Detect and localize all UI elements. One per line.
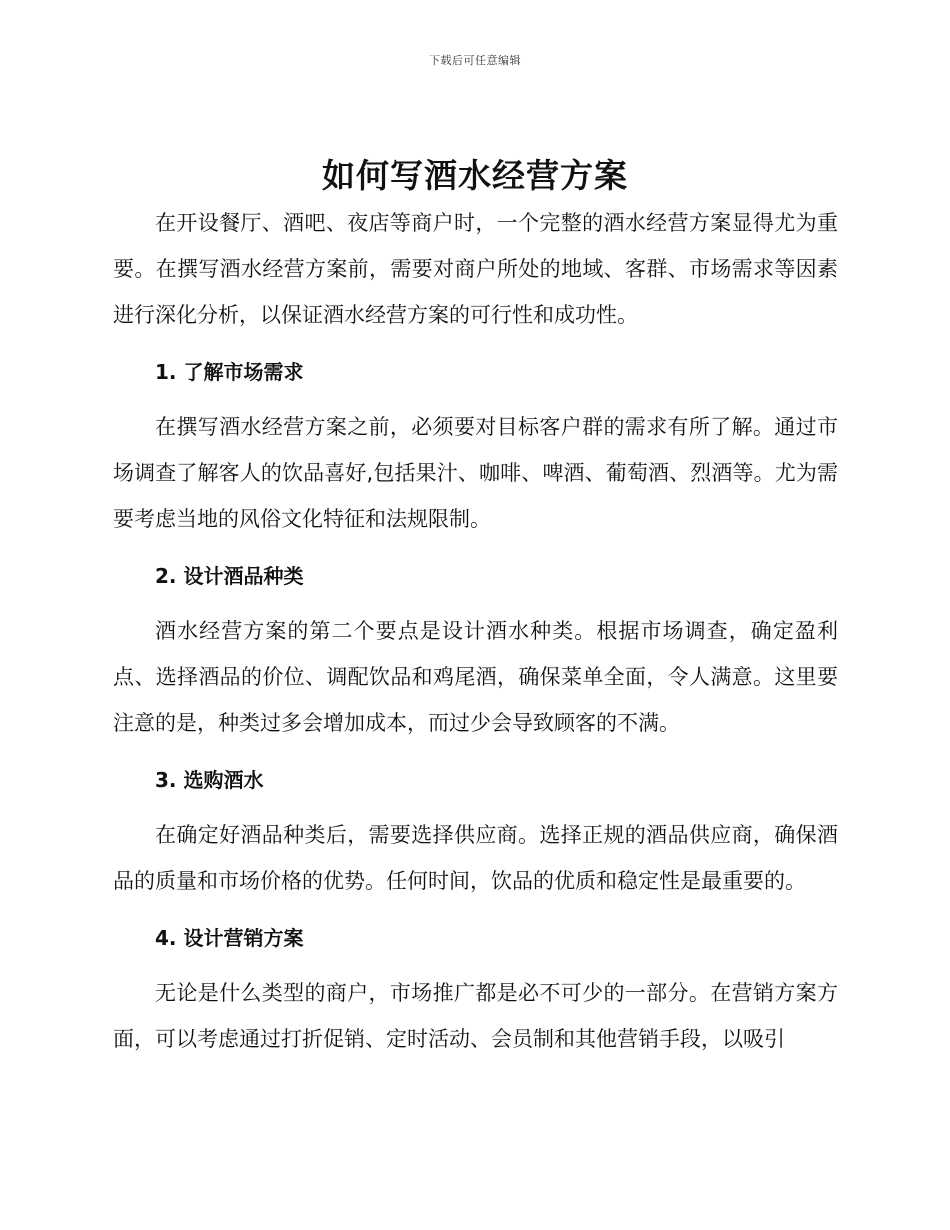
section-heading-4: 4. 设计营销方案 (155, 926, 304, 950)
intro-paragraph: 在开设餐厅、酒吧、夜店等商户时，一个完整的酒水经营方案显得尤为重要。在撰写酒水经营方案前，需要对商户所处的地域、客群、市场需求等因素进行深化分析，以保证酒水经营方案的可行性和成功性。 (113, 211, 838, 327)
section-paragraph-3: 在确定好酒品种类后，需要选择供应商。选择正规的酒品供应商，确保酒品的质量和市场价格的优势。任何时间，饮品的优质和稳定性是最重要的。 (113, 823, 838, 893)
section-paragraph-2: 酒水经营方案的第二个要点是设计酒水种类。根据市场调查，确定盈利点、选择酒品的价位、调配饮品和鸡尾酒，确保菜单全面，令人满意。这里要注意的是，种类过多会增加成本，而过少会导致顾客的不满。 (113, 619, 838, 735)
document-body (113, 200, 838, 1062)
section-heading-1: 1. 了解市场需求 (155, 360, 304, 384)
document-title: 如何写酒水经营方案 (322, 156, 628, 195)
header-note: 下载后可任意编辑 (429, 54, 521, 67)
section-paragraph-4: 无论是什么类型的商户，市场推广都是必不可少的一部分。在营销方案方面，可以考虑通过打折促销、定时活动、会员制和其他营销手段，以吸引 (113, 981, 838, 1051)
section-heading-3: 3. 选购酒水 (155, 768, 264, 792)
section-heading-2: 2. 设计酒品种类 (155, 564, 304, 588)
section-paragraph-1: 在撰写酒水经营方案之前，必须要对目标客户群的需求有所了解。通过市场调查了解客人的饮品喜好,包括果汁、咖啡、啤酒、葡萄酒、烈酒等。尤为需要考虑当地的风俗文化特征和法规限制。 (113, 415, 838, 531)
